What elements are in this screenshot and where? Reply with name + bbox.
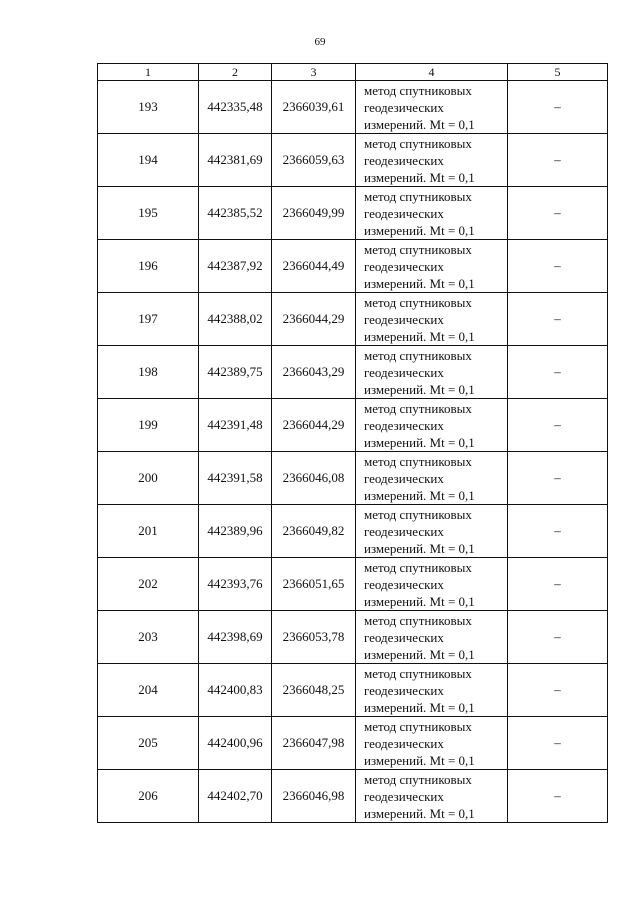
method-line: геодезических bbox=[364, 417, 444, 433]
coordinate-x-cell: 442393,76 bbox=[199, 558, 272, 611]
point-number-cell: 196 bbox=[98, 240, 199, 293]
coordinate-y-cell: 2366044,29 bbox=[272, 293, 356, 346]
method-line: метод спутниковых bbox=[364, 188, 472, 204]
method-line: геодезических bbox=[364, 311, 444, 327]
point-number-cell: 206 bbox=[98, 770, 199, 823]
point-number-cell: 202 bbox=[98, 558, 199, 611]
method-line: геодезических bbox=[364, 205, 444, 221]
method-line: геодезических bbox=[364, 523, 444, 539]
coordinate-x-cell: 442387,92 bbox=[199, 240, 272, 293]
method-line: метод спутниковых bbox=[364, 506, 472, 522]
table-row bbox=[98, 770, 608, 823]
method-cell bbox=[356, 505, 508, 558]
method-cell bbox=[356, 240, 508, 293]
point-number-cell: 205 bbox=[98, 717, 199, 770]
method-cell bbox=[356, 611, 508, 664]
note-cell: – bbox=[508, 558, 608, 611]
coordinate-y-cell: 2366039,61 bbox=[272, 81, 356, 134]
note-cell: – bbox=[508, 452, 608, 505]
coordinate-x-cell: 442335,48 bbox=[199, 81, 272, 134]
table-row bbox=[98, 293, 608, 346]
note-cell: – bbox=[508, 399, 608, 452]
method-line: геодезических bbox=[364, 682, 444, 698]
method-line: измерений. Mt = 0,1 bbox=[364, 328, 475, 344]
coordinate-x-cell: 442385,52 bbox=[199, 187, 272, 240]
note-cell: – bbox=[508, 664, 608, 717]
table-row bbox=[98, 187, 608, 240]
method-line: геодезических bbox=[364, 258, 444, 274]
coordinate-x-cell: 442388,02 bbox=[199, 293, 272, 346]
point-number-cell: 198 bbox=[98, 346, 199, 399]
point-number-cell: 199 bbox=[98, 399, 199, 452]
method-line: геодезических bbox=[364, 99, 444, 115]
table-body bbox=[98, 64, 608, 823]
method-line: метод спутниковых bbox=[364, 347, 472, 363]
coordinate-x-cell: 442389,75 bbox=[199, 346, 272, 399]
coordinate-y-cell: 2366059,63 bbox=[272, 134, 356, 187]
method-line: метод спутниковых bbox=[364, 559, 472, 575]
note-cell: – bbox=[508, 293, 608, 346]
method-line: метод спутниковых bbox=[364, 400, 472, 416]
method-line: измерений. Mt = 0,1 bbox=[364, 275, 475, 291]
method-line: геодезических bbox=[364, 788, 444, 804]
method-line: измерений. Mt = 0,1 bbox=[364, 116, 475, 132]
table-row bbox=[98, 717, 608, 770]
method-cell bbox=[356, 346, 508, 399]
coordinate-x-cell: 442400,96 bbox=[199, 717, 272, 770]
method-line: измерений. Mt = 0,1 bbox=[364, 805, 475, 821]
page-number: 69 bbox=[314, 36, 326, 48]
table-row bbox=[98, 664, 608, 717]
header-cell-2: 2 bbox=[199, 64, 272, 81]
point-number-cell: 203 bbox=[98, 611, 199, 664]
method-cell bbox=[356, 452, 508, 505]
table-row bbox=[98, 399, 608, 452]
coordinate-y-cell: 2366046,98 bbox=[272, 770, 356, 823]
table-row bbox=[98, 240, 608, 293]
method-line: измерений. Mt = 0,1 bbox=[364, 169, 475, 185]
point-number-cell: 195 bbox=[98, 187, 199, 240]
table-header-row bbox=[98, 64, 608, 81]
coordinate-y-cell: 2366043,29 bbox=[272, 346, 356, 399]
header-cell-4: 4 bbox=[356, 64, 508, 81]
coordinate-y-cell: 2366046,08 bbox=[272, 452, 356, 505]
point-number-cell: 200 bbox=[98, 452, 199, 505]
method-line: измерений. Mt = 0,1 bbox=[364, 540, 475, 556]
method-line: геодезических bbox=[364, 629, 444, 645]
table-row bbox=[98, 81, 608, 134]
method-cell bbox=[356, 717, 508, 770]
coordinate-y-cell: 2366044,49 bbox=[272, 240, 356, 293]
coordinate-y-cell: 2366053,78 bbox=[272, 611, 356, 664]
table-row bbox=[98, 558, 608, 611]
method-line: геодезических bbox=[364, 364, 444, 380]
point-number-cell: 204 bbox=[98, 664, 199, 717]
table-row bbox=[98, 505, 608, 558]
method-line: метод спутниковых bbox=[364, 82, 472, 98]
point-number-cell: 194 bbox=[98, 134, 199, 187]
note-cell: – bbox=[508, 240, 608, 293]
method-line: геодезических bbox=[364, 470, 444, 486]
table-row bbox=[98, 452, 608, 505]
method-line: метод спутниковых bbox=[364, 241, 472, 257]
coordinate-y-cell: 2366047,98 bbox=[272, 717, 356, 770]
method-cell bbox=[356, 293, 508, 346]
method-line: метод спутниковых bbox=[364, 665, 472, 681]
table-row bbox=[98, 134, 608, 187]
method-cell bbox=[356, 770, 508, 823]
coordinate-x-cell: 442391,48 bbox=[199, 399, 272, 452]
header-cell-5: 5 bbox=[508, 64, 608, 81]
method-line: измерений. Mt = 0,1 bbox=[364, 646, 475, 662]
coordinates-table bbox=[97, 63, 608, 823]
method-line: измерений. Mt = 0,1 bbox=[364, 487, 475, 503]
coordinate-y-cell: 2366049,82 bbox=[272, 505, 356, 558]
method-cell bbox=[356, 134, 508, 187]
note-cell: – bbox=[508, 717, 608, 770]
coordinate-x-cell: 442402,70 bbox=[199, 770, 272, 823]
method-cell bbox=[356, 664, 508, 717]
note-cell: – bbox=[508, 770, 608, 823]
method-line: геодезических bbox=[364, 735, 444, 751]
note-cell: – bbox=[508, 187, 608, 240]
header-cell-3: 3 bbox=[272, 64, 356, 81]
coordinate-x-cell: 442389,96 bbox=[199, 505, 272, 558]
method-line: измерений. Mt = 0,1 bbox=[364, 222, 475, 238]
method-line: измерений. Mt = 0,1 bbox=[364, 593, 475, 609]
method-line: метод спутниковых bbox=[364, 771, 472, 787]
note-cell: – bbox=[508, 134, 608, 187]
note-cell: – bbox=[508, 81, 608, 134]
coordinate-y-cell: 2366051,65 bbox=[272, 558, 356, 611]
method-line: геодезических bbox=[364, 576, 444, 592]
coordinate-y-cell: 2366049,99 bbox=[272, 187, 356, 240]
method-cell bbox=[356, 187, 508, 240]
method-line: измерений. Mt = 0,1 bbox=[364, 699, 475, 715]
method-cell bbox=[356, 81, 508, 134]
coordinate-x-cell: 442381,69 bbox=[199, 134, 272, 187]
point-number-cell: 201 bbox=[98, 505, 199, 558]
method-line: метод спутниковых bbox=[364, 135, 472, 151]
method-line: геодезических bbox=[364, 152, 444, 168]
coordinate-y-cell: 2366048,25 bbox=[272, 664, 356, 717]
coordinate-x-cell: 442400,83 bbox=[199, 664, 272, 717]
table-row bbox=[98, 611, 608, 664]
method-line: метод спутниковых bbox=[364, 718, 472, 734]
point-number-cell: 197 bbox=[98, 293, 199, 346]
method-line: измерений. Mt = 0,1 bbox=[364, 434, 475, 450]
method-line: метод спутниковых bbox=[364, 453, 472, 469]
coordinate-y-cell: 2366044,29 bbox=[272, 399, 356, 452]
method-cell bbox=[356, 399, 508, 452]
note-cell: – bbox=[508, 505, 608, 558]
coordinate-x-cell: 442391,58 bbox=[199, 452, 272, 505]
method-cell bbox=[356, 558, 508, 611]
note-cell: – bbox=[508, 346, 608, 399]
table-row bbox=[98, 346, 608, 399]
coordinate-x-cell: 442398,69 bbox=[199, 611, 272, 664]
method-line: измерений. Mt = 0,1 bbox=[364, 752, 475, 768]
method-line: метод спутниковых bbox=[364, 612, 472, 628]
method-line: метод спутниковых bbox=[364, 294, 472, 310]
header-cell-1: 1 bbox=[98, 64, 199, 81]
method-line: измерений. Mt = 0,1 bbox=[364, 381, 475, 397]
point-number-cell: 193 bbox=[98, 81, 199, 134]
note-cell: – bbox=[508, 611, 608, 664]
